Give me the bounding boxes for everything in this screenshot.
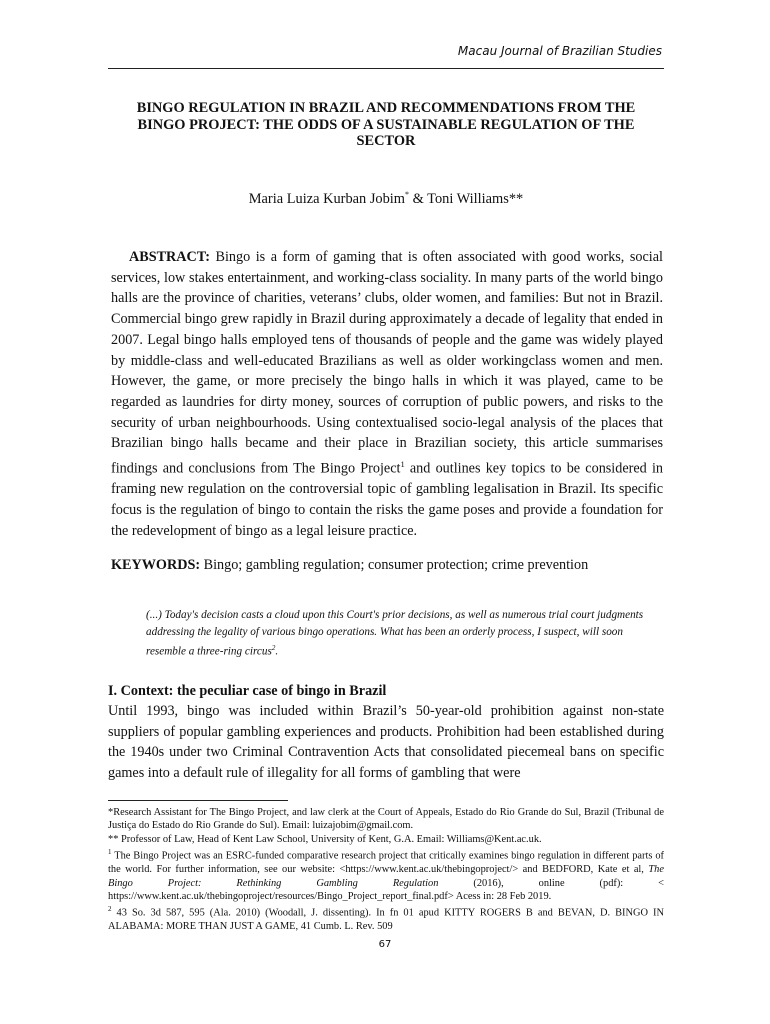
page-number: 67 [378,939,392,950]
abstract-text-part-1: Bingo is a form of gaming that is often associated with good works, social services, low stakes entertainment, and working-class sociality. In many parts of the world bingo halls are the province of charities, veterans’ clubs, older women, and families: But not in Brazil. Commercial bingo grew rapidly in Brazil during approximately a decade of legality that ended in 2007. Legal bingo halls employed tens of thousands of people and the game was widely played by middle-class and well-educated Brazilians as well as older workingclass women and men. However, the game, or more precisely the bingo halls in which it was played, came to be regarded as laundries for dirty money, sources of corruption of public powers, and risks to the security of urban neighbourhoods. Using contextualised socio-legal analysis of the places that Brazilian bingo halls became and their place in Brazilian society, this article summarises findings and conclusions from The Bingo Project [111,249,663,477]
quote-text: (...) Today's decision casts a cloud upon this Court's prior decisions, as well as numerous trial court judgments addressing the legality of various bingo operations. What has been an orderly process, I suspect, will soon resemble a three-ring circus [146,609,644,658]
author-1: Maria Luiza Kurban Jobim [248,190,406,207]
title-line-1: BINGO REGULATION IN BRAZIL AND RECOMMENDATIONS FROM THE [136,100,636,116]
footnote-1-mark: 1 [108,848,112,857]
footnote-1-text-b: (2016), online (pdf): < https://www.kent.ac.uk/thebingoproject/resources/Bingo_Project_report_final.pdf> Acess in: 28 Feb 2019. [108,877,664,902]
footnote-divider [108,800,288,801]
footnote-1 [108,846,664,903]
footnotes [108,806,664,934]
author-line [108,190,664,208]
author-2: Toni Williams** [427,190,524,207]
author-1-footnote-mark: * [405,190,410,199]
running-header-journal-title: Macau Journal of Brazilian Studies [457,44,662,58]
footnote-2 [108,903,664,933]
section-body-text: Until 1993, bingo was included within Brazil’s 50-year-old prohibition against non-state suppliers of popular gambling experiences and products. Prohibition had been established during the 1940s under two Criminal Contravention Acts that consolidated piecemeal bans on specific games into a default rule of illegality for all forms of gambling that were [108,703,664,781]
quote-end: . [275,645,279,658]
epigraph-quote [146,607,663,660]
abstract-label: ABSTRACT: [129,249,210,265]
footnote-double-star: ** Professor of Law, Head of Kent Law School, University of Kent, G.A. Email: Williams@Kent.ac.uk. [108,833,542,845]
header-divider [108,68,664,69]
keywords-text: Bingo; gambling regulation; consumer protection; crime prevention [200,557,589,573]
article-title [108,100,664,150]
abstract-paragraph [111,247,663,542]
abstract-text-part-2: and outlines key topics to be considered in framing new regulation on the controversial topic of gambling legalisation in Brazil. Its specific focus is the regulation of bingo to contain the risks the game poses and provide a foundation for the redevelopment of bingo as a legal leisure practice. [111,460,663,539]
footnote-2-text: 43 So. 3d 587, 595 (Ala. 2010) (Woodall, J. dissenting). In fn 01 apud KITTY ROGERS B and BEVAN, D. BINGO IN ALABAMA: MORE THAN JUST A GAME, 41 Cumb. L. Rev. 509 [108,907,664,933]
title-line-2: BINGO PROJECT: THE ODDS OF A SUSTAINABLE REGULATION OF THE [137,116,635,133]
footnote-1-text-a: The Bingo Project was an ESRC-funded comparative research project that critically examines bingo regulation in different parts of the world. For further information, see our website: <https://www.kent.ac.uk/thebingoproject/> and BEDFORD, Kate et al, [108,850,664,876]
footnote-1-report-title: The Bingo Project: Rethinking Gambling Regulation [108,864,664,889]
footnote-ref-1: 1 [400,459,405,470]
author-separator: & [409,190,428,207]
footnote-star: *Research Assistant for The Bingo Project, and law clerk at the Court of Appeals, Estado do Rio Grande do Sul, Brazil (Tribunal de Justiça do Estado do Rio Grande do Sul). Email: luizajobim@gmail.com. [108,807,664,832]
title-line-3: SECTOR [356,133,416,149]
keywords-label: KEYWORDS: [111,557,201,573]
footnote-2-mark: 2 [108,905,112,914]
section-heading: I. Context: the peculiar case of bingo in Brazil [108,683,387,699]
footnote-ref-2: 2 [271,644,276,652]
keywords-line [111,557,664,574]
